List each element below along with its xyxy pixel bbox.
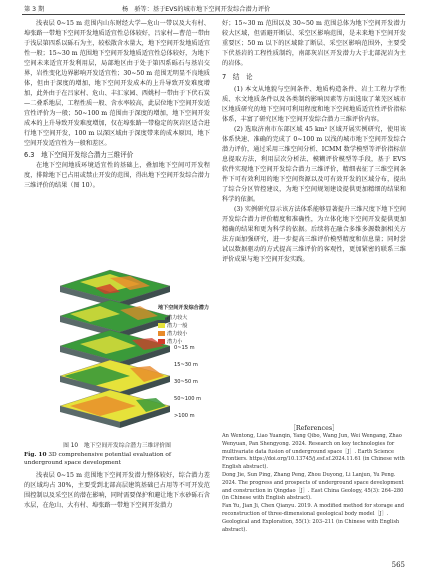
paragraph: 好；15~30 m 范围以及 30~50 m 范围总体为地下空间开发潜力较大区域，但需避开断层、采空区影响范围，是未来地下空间开发重要区；50 m 以下的区域除了断层、采空区影响范围外，主要受下伏基岩的工程性质制约，南部灰岩区开发潜力大于北部泥岩为主的岩体。 — [222, 20, 406, 67]
page-header — [0, 0, 427, 16]
issue-label: 第 3 期 — [24, 6, 45, 13]
legend-item — [158, 314, 212, 321]
legend-item — [158, 330, 212, 337]
legend-swatch — [158, 323, 165, 328]
legend-swatch — [158, 315, 165, 320]
section-heading: 7 结 论 — [222, 73, 253, 81]
section-heading: 6.3 地下空间开发综合潜力三维评价 — [24, 151, 134, 159]
reference-item: Fan Yu, Jian Ji, Chen Qianyu. 2019. A modified method for storage and reconstruction of three-dimensional geological body model［J］. Geological and Exploration, 55(1): 203–211 (in Chinese with English abstract). — [222, 503, 405, 533]
figure-caption-en-text: 3D comprehensive potential evaluation of underground space development — [24, 452, 172, 466]
left-bottom-text — [24, 471, 210, 511]
depth-label: >100 m — [174, 413, 195, 419]
depth-label: 30~50 m — [174, 379, 198, 385]
page-number: 565 — [391, 561, 405, 569]
legend-label: 潜力一般 — [167, 323, 188, 329]
paragraph: (2) 选取济南市东部区域 45 km² 区域开展实例研究，使用该体系快速、准确的完成了 0~100 m 以浅的城市地下空间开发综合潜力评价，通过采用三维空间分析、ICMM 数学模型等评价指标信息提取方法，利用层次分析法、模糊评价模型等手段，基于 EVS 软件实现地下空间开发综合潜力三维评价，精细表征了三维空间条件下可有效利用的地下空间资源以及可有效开发的区域分布，提出了综合分区管控建议，为地下空间规划建设提供更加精细的结果和科学的依据。 — [222, 126, 406, 203]
left-column — [24, 19, 210, 191]
reference-item: Dong Jie, Sun Ping, Zhang Peng, Zhou Duyong, Li Lanjun, Yu Peng. 2024. The progress and prospects of underground space development and construction in Qingdao［J］. East China Geology, 45(3): 264–280 (in Chinese with English abstract). — [222, 471, 404, 502]
paragraph: (1) 本文从地貌与空间条件、地质构造条件、岩土工程力学性质、水文地质条件以及各类制约影响因素等方面选取了莱芜区城市区地质研究的地下空间可利用程度和地下空间地质适宜性评价指标体系，丰富了研究区地下空间开发综合潜力三维评价内容。 — [222, 86, 406, 123]
depth-label: 0~15 m — [174, 345, 195, 351]
layer-slab-4 — [60, 390, 170, 428]
header-rule — [22, 14, 405, 15]
running-title: 杨 骄等：基于EVS的城市地下空间开发综合潜力评价 — [122, 6, 271, 13]
references-list — [222, 433, 406, 534]
legend-label: 潜力较小 — [167, 331, 188, 337]
depth-label: 15~30 m — [174, 362, 198, 368]
legend-item — [158, 322, 212, 329]
right-column — [222, 19, 406, 265]
paragraph: 浅表层 0~15 m 范围内山东财经大学—危山一带以及大有村、埠张路一带地下空间开发地质适宜性总体较好，吕家村—曹范一带由于浅层第四系以砾石为主，较松散含水量大，地下空间开发地质适宜性一般；15~30 m 范围地下空间开发地质适宜性总体较好，为地下空间未来适宜开发利用层，局部地区由于处于第四系砾石与基岩交界，岩性变化边界影响开发适宜性；30~50 m 范围无明显不良地质体，但由于深度的增加，地下空间开发成本的上升导致开发难度增加，此外由于在吕家村、危山、丰汇家园、西姚村一带由于下伏石炭—二叠系地层，工程性质一般、含水率较高，此层位地下空间开发适宜性评价为一般；50~100 m 范围由于深度的增加，地下空间开发成本的上升导致开发难度增加，仅在埠张路一带稳定的灰岩区适合进行地下空间开发，100 m 以深区域由于深度带来的成本原因，地下空间开发适宜性为一般和差区。 — [24, 20, 210, 147]
references-title: ［References］ — [289, 424, 339, 432]
figure-caption-en — [24, 451, 210, 467]
figure-caption-cn: 图 10 地下空间开发综合潜力三维评价图 — [63, 443, 171, 449]
figure-legend — [158, 305, 212, 345]
paragraph: 浅表层 0~15 m 范围地下空间开发潜力整体较好，综合潜力差的区域均占 30%，主要受到北部高层建筑基础已占用等不可开发范围控制以及采空区的潜在影响，同时需要保护和避让地下水砂砾石含水层，在危山、大有村、埠张路一带地下空间开发潜力 — [24, 472, 210, 509]
legend-label: 潜力较大 — [167, 315, 188, 321]
reference-item: An Wentong, Liao Yuanqin, Yang Qibo, Wang Jun, Wei Wengang, Zhao Wenyuan, Pan Shengyong. 2024. Research on key technologies for multivariate data fusion of underground space［J］. Earth Science Frontiers. https://doi.org/10.13745/j.esf.sf.2024.11.61 (in Chinese with English abstract). — [222, 433, 405, 471]
legend-title: 地下空间开发综合潜力 — [158, 305, 209, 311]
legend-swatch — [158, 331, 165, 336]
legend-label: 潜力小 — [167, 339, 183, 345]
legend-item — [158, 338, 212, 345]
paragraph: 在地下空间地质环境适宜性的基础上，叠加地下空间可开发程度，排除地下已占用或禁止开发的范围，得出地下空间开发综合潜力三维评价的结果（图 10）。 — [24, 162, 210, 189]
legend-swatch — [158, 339, 165, 344]
depth-label: 50~100 m — [174, 396, 202, 402]
paragraph: (3) 实例研究显示该方法体系能够显著提升三维尺度下地下空间开发综合潜力评价精度和准确性，为立体化地下空间开发提供更加精确的结果和更为科学的依据。后续将在融合多维多源数据相关方法方面加强研究，进一步提高三维评价模型精度和信息量；同时尝试以数据驱动的方式提高三维评价的客观性，更加紧密的联系三维评价成果与地下空间开发实践。 — [222, 206, 406, 263]
figure-caption-en-label: Fig. 10 — [24, 452, 47, 458]
figure-3d-potential — [40, 268, 200, 436]
